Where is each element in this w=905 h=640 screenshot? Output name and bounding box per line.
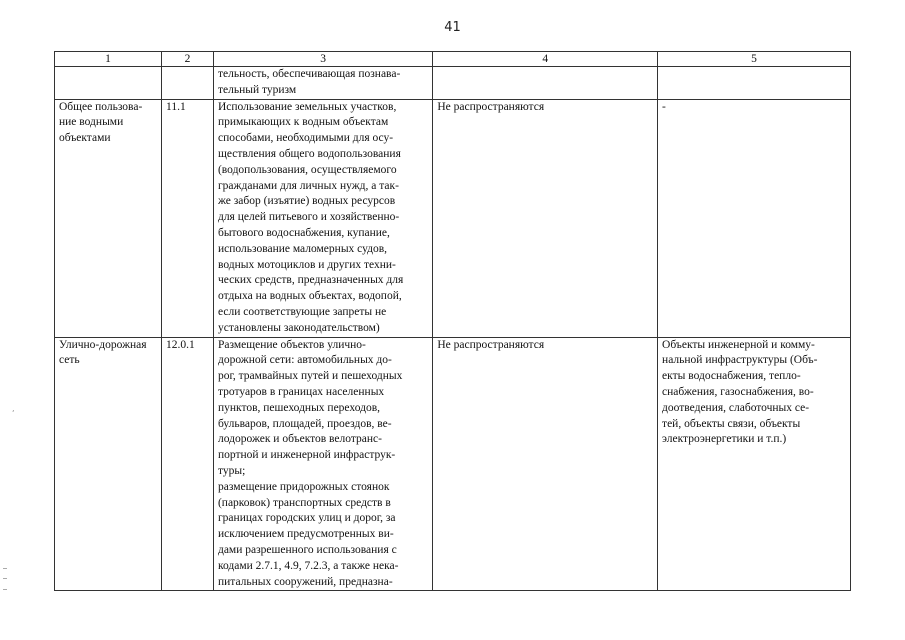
use-description: Размещение объектов улично- дорожной сети: автомобильных до- рог, трамвайных путей и пешеходных тротуаров в границах населенных пунктов, пешеходных переходов, бульваров, площадей, проездов, ве- лодорожек и объектов велотранс- портной и инженерной инфраструк- туры; размещение придорожных стоянок (парковок) транспортных средств в границах городских улиц и дорог, за исключением предусмотренных ви- дами разрешенного использования с кодами 2.7.1, 4.9, 7.2.3, а также нека- питальных сооружений, предназна- xyxy=(213,337,432,591)
header-col-3: 3 xyxy=(213,52,432,67)
use-description: Использование земельных участков, примыкающих к водным объектам способами, необходимыми для осу- ществления общего водопользования (водопользования, осуществляемого гражданами для личных нужд, а так- же забор (изъятие) водных ресурсов для целей питьевого и хозяйственно- бытового водоснабжения, купание, использование маломерных судов, водных мотоциклов и других техни- ческих средств, предназначенных для отдыха на водных объектах, водопой, если соответствующие запреты не установлены законодательством) xyxy=(213,99,432,337)
parameters-cell xyxy=(433,67,658,100)
header-col-1: 1 xyxy=(55,52,162,67)
scan-mark-lines xyxy=(3,568,7,590)
use-code: 12.0.1 xyxy=(162,337,214,591)
header-row xyxy=(55,52,851,67)
table-row-continuation xyxy=(55,67,851,100)
regulations-table xyxy=(54,51,851,591)
table-row-water-use xyxy=(55,99,851,337)
use-type-label: Общее пользова- ние водными объектами xyxy=(55,99,162,337)
page-number: 41 xyxy=(444,20,461,35)
use-type-label: Улично-дорожная сеть xyxy=(55,337,162,591)
use-code: 11.1 xyxy=(162,99,214,337)
parameters-cell: Не распространяются xyxy=(433,337,658,591)
header-col-5: 5 xyxy=(658,52,851,67)
use-code xyxy=(162,67,214,100)
scan-mark: , xyxy=(12,404,15,413)
use-description: тельность, обеспечивающая познава- тельный туризм xyxy=(213,67,432,100)
table-row-street-network xyxy=(55,337,851,591)
objects-cell: - xyxy=(658,99,851,337)
objects-cell xyxy=(658,67,851,100)
parameters-cell: Не распространяются xyxy=(433,99,658,337)
header-col-2: 2 xyxy=(162,52,214,67)
header-col-4: 4 xyxy=(433,52,658,67)
objects-cell: Объекты инженерной и комму- нальной инфраструктуры (Объ- екты водоснабжения, тепло- снабжения, газоснабжения, во- доотведения, слаботочных се- тей, объекты связи, объекты электроэнергетики и т.п.) xyxy=(658,337,851,591)
use-type-label xyxy=(55,67,162,100)
